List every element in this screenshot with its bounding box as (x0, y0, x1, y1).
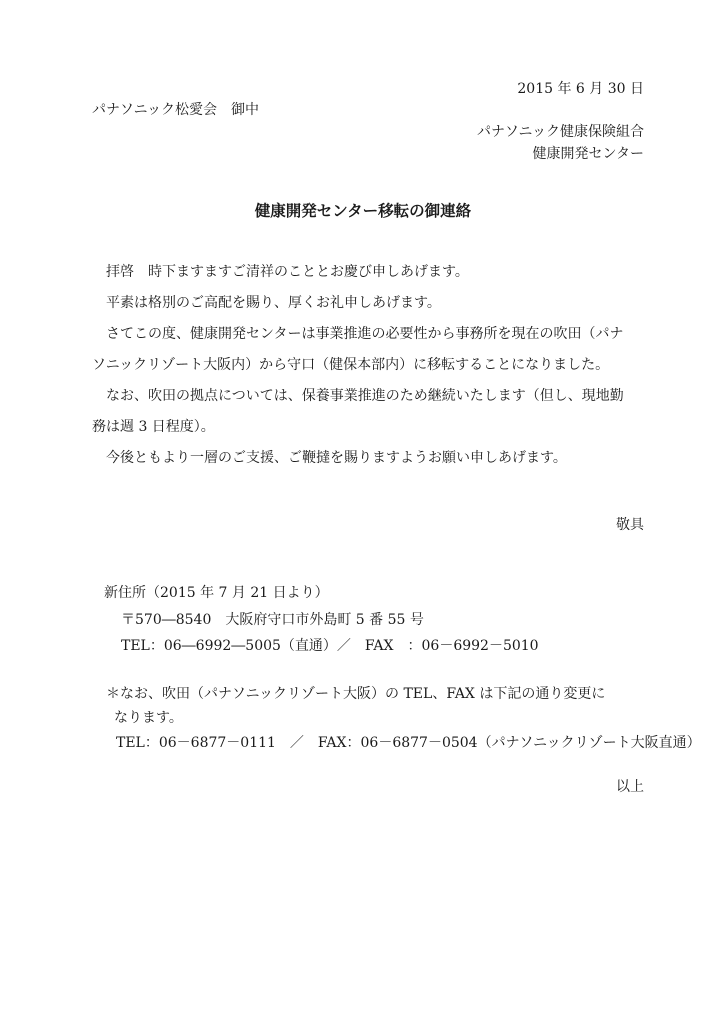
paragraph-2-line-2: 務は週 3 日程度）。 (92, 419, 215, 435)
note-contact: TEL：06－6877－0111 ／ FAX：06－6877－0504（パナソニックリゾート大阪直通） (116, 735, 701, 751)
date: 2015 年 6 月 30 日 (517, 81, 644, 97)
note-line-2: なります。 (114, 710, 183, 726)
end-ijou: 以上 (616, 779, 644, 795)
new-address-heading: 新住所（2015 年 7 月 21 日より） (104, 585, 329, 601)
recipient: パナソニック松愛会 御中 (92, 102, 260, 118)
sender-department: 健康開発センター (532, 146, 644, 162)
sender-organization: パナソニック健康保険組合 (476, 124, 644, 140)
paragraph-1-line-2: ソニックリゾート大阪内）から守口（健保本部内）に移転することになりました。 (92, 357, 610, 373)
closing-keigu: 敬具 (616, 517, 644, 533)
paragraph-2-line-1: なお、吹田の拠点については、保養事業推進のため継続いたします（但し、現地勤 (106, 388, 624, 404)
greeting-line: 拝啓 時下ますますご清祥のこととお慶び申しあげます。 (106, 264, 469, 280)
paragraph-1-line-1: さてこの度、健康開発センターは事業推進の必要性から事務所を現在の吹田（パナ (106, 326, 624, 342)
new-address-contact: TEL：06―6992―5005（直通）／ FAX ：06－6992－5010 (121, 638, 539, 654)
paragraph-3: 今後ともより一層のご支援、ご鞭撻を賜りますようお願い申しあげます。 (106, 450, 567, 466)
note-line-1: ＊なお、吹田（パナソニックリゾート大阪）の TEL、FAX は下記の通り変更に (106, 686, 606, 702)
new-address-line: 〒570―8540 大阪府守口市外島町 5 番 55 号 (121, 612, 424, 628)
document-title: 健康開発センター移転の御連絡 (254, 202, 472, 220)
thanks-line: 平素は格別のご高配を賜り、厚くお礼申しあげます。 (106, 295, 441, 311)
